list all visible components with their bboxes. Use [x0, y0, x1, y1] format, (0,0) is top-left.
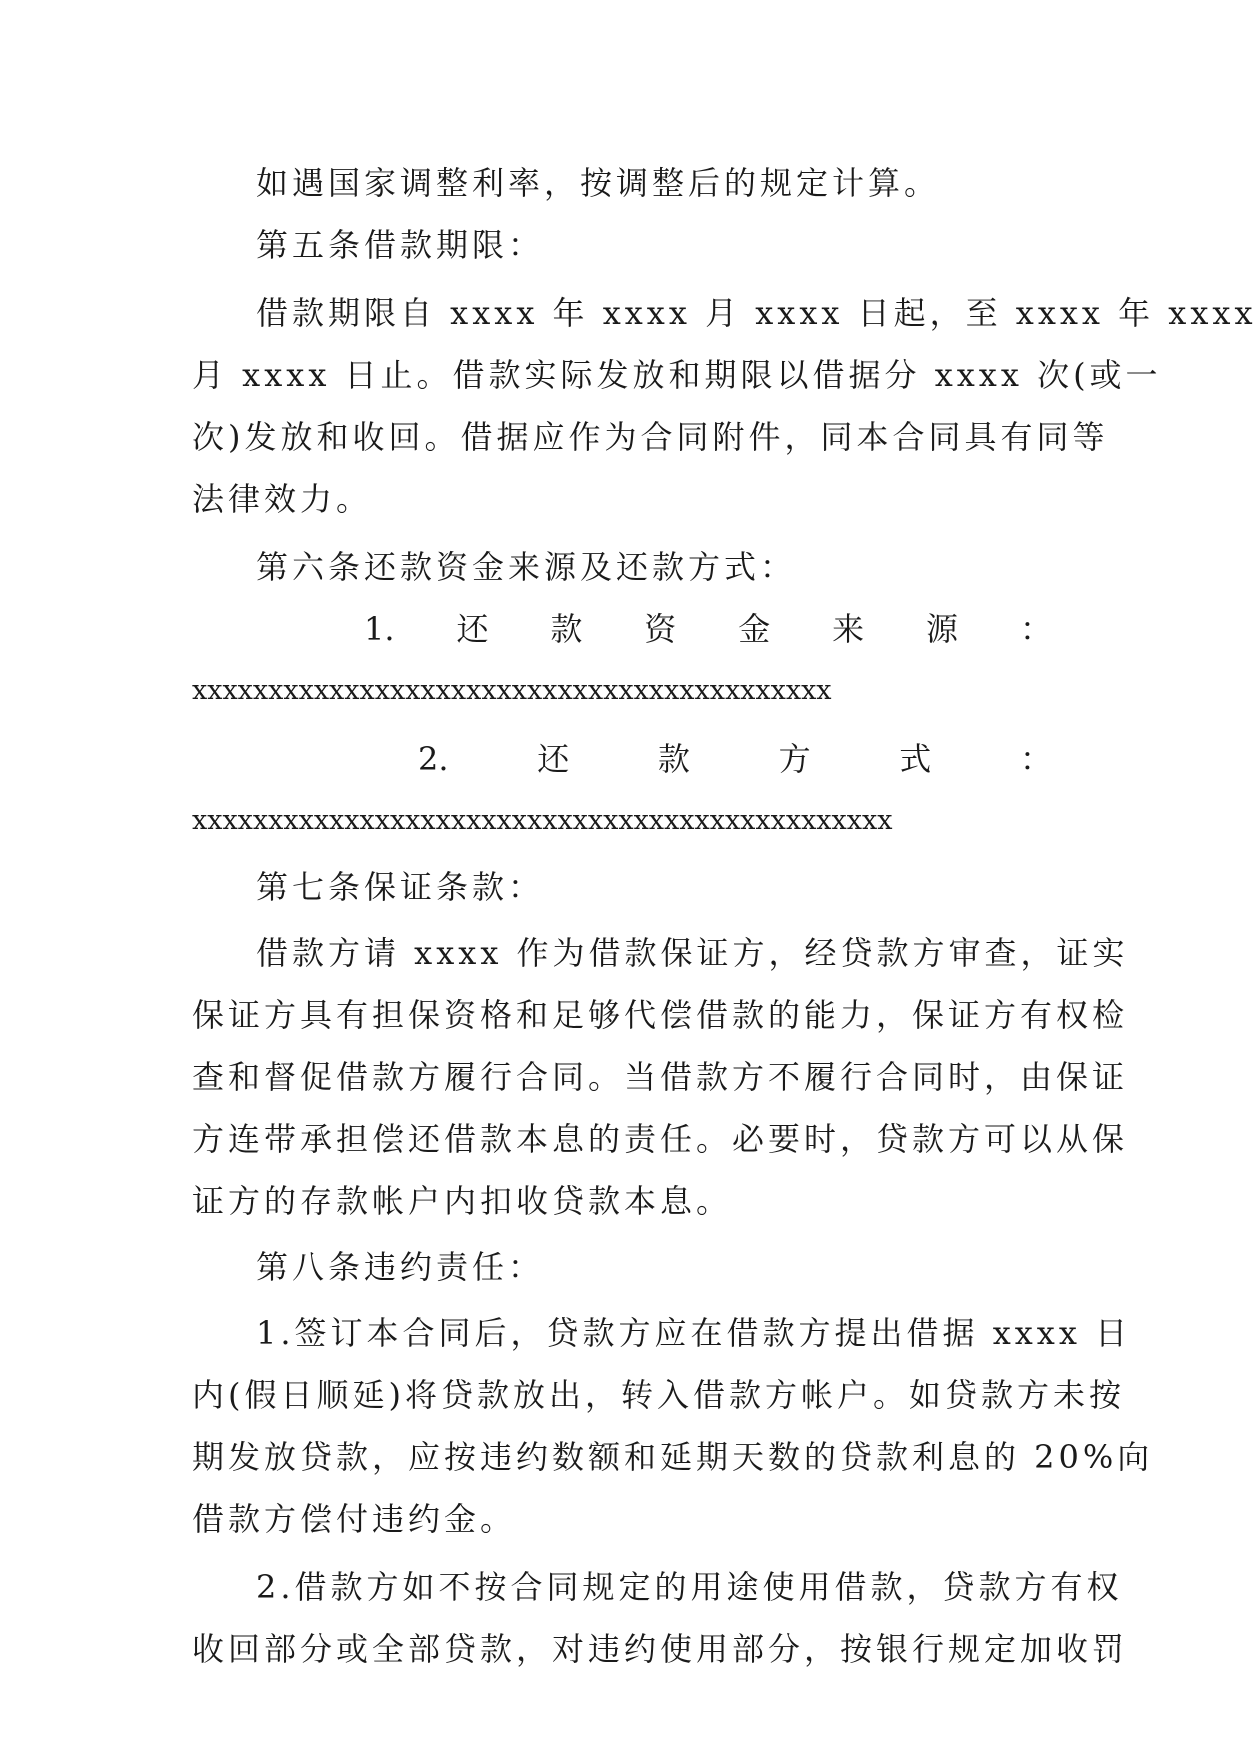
item-token: 方	[778, 740, 811, 778]
paragraph-line: 保证方具有担保资格和足够代偿借款的能力，保证方有权检	[192, 996, 1129, 1034]
paragraph-line: 方连带承担偿还借款本息的责任。必要时，贷款方可以从保	[192, 1120, 1129, 1158]
paragraph-line: 月 xxxx 日止。借款实际发放和期限以借据分 xxxx 次(或一	[192, 356, 1162, 394]
item-token: 1.	[364, 610, 395, 648]
paragraph-line: 如遇国家调整利率，按调整后的规定计算。	[256, 164, 941, 202]
paragraph-line: 借款期限自 xxxx 年 xxxx 月 xxxx 日起，至 xxxx 年 xxxx	[256, 294, 1257, 332]
item-token: 2.	[418, 740, 449, 778]
item-token: 来	[832, 610, 865, 648]
paragraph-line: 借款方偿付违约金。	[192, 1500, 517, 1538]
paragraph-line: 内(假日顺延)将贷款放出，转入借款方帐户。如贷款方未按	[192, 1376, 1125, 1414]
document-page	[192, 152, 1257, 1680]
item-token: 资	[644, 610, 677, 648]
paragraph-line: 证方的存款帐户内扣收贷款本息。	[192, 1182, 733, 1220]
item-token: 式	[899, 740, 932, 778]
item-token: ：	[1019, 740, 1052, 778]
paragraph-line: 收回部分或全部贷款，对违约使用部分，按银行规定加收罚	[192, 1630, 1129, 1668]
repayment-source-item	[192, 598, 1052, 660]
paragraph-line: 借款方请 xxxx 作为借款保证方，经贷款方审查，证实	[256, 934, 1129, 972]
article-5-heading: 第五条借款期限：	[256, 226, 545, 264]
item-token: 款	[657, 740, 690, 778]
paragraph-line: 法律效力。	[192, 480, 373, 518]
item-token: 还	[537, 740, 570, 778]
placeholder-line: xxxxxxxxxxxxxxxxxxxxxxxxxxxxxxxxxxxxxxxxxxxxxx	[192, 805, 893, 836]
item-token: 款	[550, 610, 583, 648]
item-token: 源	[926, 610, 959, 648]
paragraph-line: 1.签订本合同后，贷款方应在借款方提出借据 xxxx 日	[256, 1314, 1132, 1352]
item-token: 还	[456, 610, 489, 648]
article-7-heading: 第七条保证条款：	[256, 868, 545, 906]
item-token: ：	[1019, 610, 1052, 648]
paragraph-line: 期发放贷款，应按违约数额和延期天数的贷款利息的 20%向	[192, 1438, 1154, 1476]
article-6-heading: 第六条还款资金来源及还款方式：	[256, 548, 797, 586]
paragraph-line: 次)发放和收回。借据应作为合同附件，同本合同具有同等	[192, 418, 1109, 456]
paragraph-line: 2.借款方如不按合同规定的用途使用借款，贷款方有权	[256, 1568, 1123, 1606]
repayment-method-item	[192, 728, 1052, 790]
paragraph-line: 查和督促借款方履行合同。当借款方不履行合同时，由保证	[192, 1058, 1129, 1096]
item-token: 金	[738, 610, 771, 648]
article-8-heading: 第八条违约责任：	[256, 1248, 545, 1286]
placeholder-line: xxxxxxxxxxxxxxxxxxxxxxxxxxxxxxxxxxxxxxxxxx	[192, 675, 832, 706]
